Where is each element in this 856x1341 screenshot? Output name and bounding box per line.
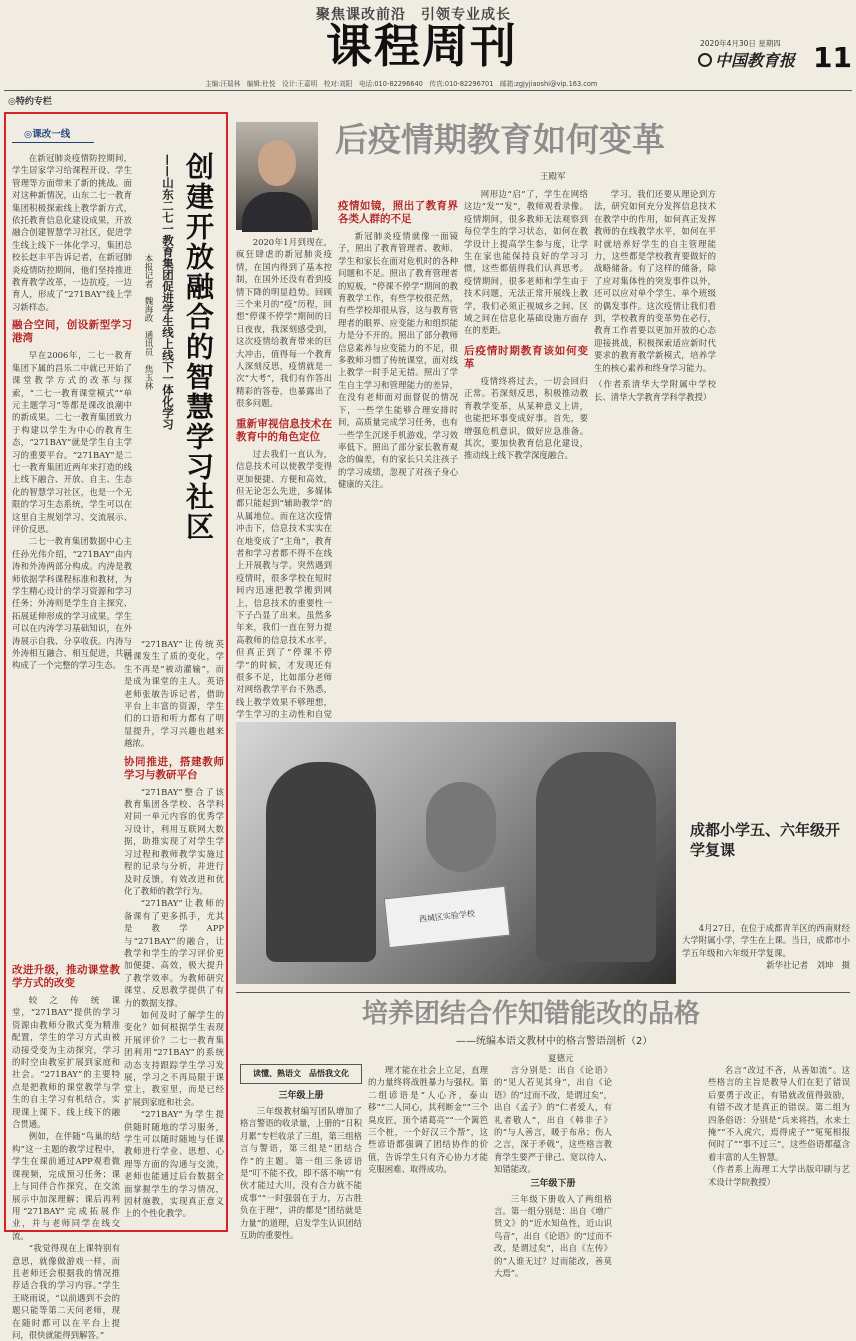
- photo-caption-credit: 新华社记者 刘坤 摄: [766, 960, 850, 971]
- feature-para-8: “271BAY”让教师的备课有了更多抓手，尤其是教学APP与“271BAY”的融合，让教学和学生的学习评价更加便捷、高效，极大提升了教学效率。为教师研究课堂、反思教学提供了有力的数据支撑。: [124, 898, 224, 1008]
- weekday-text: 星期四: [758, 39, 781, 48]
- bottom-subhead: ——统编本语文教材中的格言警语剖析（2）: [456, 1036, 653, 1047]
- main-col2-body: 新冠肺炎疫情就像一面镜子，照出了教育管理者、教师、学生和家长在面对危机时的各种问题和不足。照出了教育管理者的短板，“停课不停学”期间的教育教学工作，有些学校很茫然，有些学校却很从容，这与教育管理者的眼界、应变能力和组织能力是分不开的。照出了部分教师信息素养与应变能力的不足，很多教师习惯了传统课堂，面对线上教学一时手足无措。照出了学生自主学习和管理能力的差异，在没有老师面对面督促的情况下，一些学生能够合理安排时间，高质量完成学习任务，也有一些学生沉迷手机游戏，学习效率低下。照出了部分家长教育观念的偏差，有的家长只关注孩子的学习成绩，忽视了对孩子身心健康的关注。: [338, 231, 458, 490]
- feature-subtitle-1: 融合空间，创设新型学习港湾: [12, 319, 132, 345]
- bottom-col4-sign: （作者系上海理工大学出版印刷与艺术设计学院教授）: [708, 1164, 850, 1187]
- photo-caption: [682, 922, 850, 982]
- main-author: 王殿军: [540, 172, 566, 182]
- classroom-photo: [236, 722, 676, 984]
- paper-name: 中国教育报: [715, 51, 796, 70]
- masthead-rule: [4, 90, 852, 91]
- main-col4-body: 学习。我们还要从理论到方法，研究如何充分发挥信息技术在教学中的作用，如何真正发挥教师的在线教学水平，如何在平时就培养好学生的自主管理能力，这些都是学校教育要做好的战略储备。有了这样的储备，除了应对集体性的突发事件以外，还可以应对单个学生、单个班级的偶发事件。这次疫情让我们看到，学校教育的变革势在必行，教育工作者要以更加开放的心态迎接挑战，积极探索适应新时代要求的教育教学新模式，培养学生的核心素养和终身学习能力。: [594, 189, 716, 373]
- column-tag: ◎课改一线: [24, 129, 71, 140]
- feature-para-7-pre: “271BAY”让传统英语课发生了质的变化，学生不再是“被动灌输”，而是成为课堂的主人。英语老师张敏告诉记者，借助平台上丰富的资源，学生们的口语和听力都有了明显提升，学习兴趣也越来越浓。: [124, 639, 224, 749]
- main-col-3: [464, 188, 588, 716]
- main-subtitle-1: 重新审视信息技术在教育中的角色定位: [236, 417, 332, 443]
- feature-subhead: ——山东二七一教育集团促进学生线上线下一体化学习: [161, 154, 175, 430]
- feature-para-4: 例如，在伴随“鸟巢的结构”这一主题的教学过程中，学生在课前通过APP观看微课视频，完成预习任务；课上与同伴合作探究，在交流展示中加深理解；课后再利用“271BAY”完成拓展作业，并与老师同学在线交流。: [12, 1131, 120, 1241]
- feature-headline: 创建开放融合的智慧学习社区: [182, 152, 215, 542]
- masthead: [0, 0, 856, 92]
- bottom-tag-text: 读懂、熟语文 品悟我文化: [253, 1069, 349, 1078]
- feature-subtitle-2: 改进升级，推动课堂教学方式的改变: [12, 964, 120, 989]
- feature-col-c: [12, 964, 120, 1340]
- feature-para-10: “271BAY”为学生提供随时随地的学习服务，学生可以随时随地与任课教师进行学业、思想、心理等方面的沟通与交流，老师也能通过后台数据全面掌握学生的学习情况，因材施教，实现真正意义上的个性化教学。: [124, 1109, 224, 1219]
- feature-lead: 在新冠肺炎疫情防控期间，学生居家学习给课程开设、学生管理等方面带来了新的挑战。面对这种新情况，山东二七一教育集团积极探索线上教学新方式，依托教育信息化建设成果，开放融合创建智慧学习社区，促进学生线上线下一体化学习，集团总校长赵丰平告诉记者，在新冠肺炎疫情防控期间，他们坚持推进教育教学改革，一边抗疫，一边育人，形成了“271BAY”线上学习新样态。: [12, 153, 132, 312]
- bottom-col3b-body: 三年级下册收入了两组格言。第一组分别是：出自《增广贤文》的“近水知鱼性，近山识鸟音”，出自《论语》的“过而不改，是谓过矣”，出自《左传》的“人谁无过？过而能改，善莫大焉”。: [494, 1193, 612, 1279]
- bottom-col3-body: 言分别是：出自《论语》的“见人若见其身”，出自《论语》的“过而不改，是谓过矣”，出自《孟子》的“仁者爱人，有礼者敬人”，出自《韩非子》的“与人善言，暖于布帛；伤人之言，深于矛戟”，这些格言教育学生要严于律己、宽以待人、知错能改。: [494, 1065, 612, 1175]
- masthead-slogan: 聚焦课改前沿 引领专业成长: [316, 7, 511, 23]
- feature-para-3: 较之传统课堂，“271BAY”提供的学习资源由教师分散式变为精准配置，学生的学习方式由被动接受变为主动探究，学习的时空由教室扩展到家庭和社会。“271BAY”的主要特点是把教师的课堂教学与学生的自主学习有机结合，实现课上课下、线上线下的融合贯通。: [12, 995, 120, 1130]
- masthead-title: 课程周刊: [326, 19, 518, 73]
- bottom-col-3: [494, 1064, 612, 1279]
- portrait-face-shape: [258, 140, 296, 186]
- feature-byline: 本报记者 魏海政 通讯员 焦玉林: [143, 254, 153, 390]
- main-col3-body: 网形边“启”了，学生在网络这边“发”“发”，教师观看录像。疫情期间，很多教师无法观察到每位学生的学习状态，如何在教学设计上提高学生参与度，让学生在家也能保持良好的学习习惯，这些都值得我们认真思考。疫情期间，很多老师和学生由于技术问题，无法正常开展线上教学，我们必须正视城乡之间、区域之间在信息化基础设施方面存在的差距。: [464, 189, 588, 336]
- main-col3-body-2: 疫情终将过去，一切会回归正常。若深刻反思，积极推动教育教学变革，从某种意义上讲，也能把坏事变成好事。首先，要增强危机意识，做好应急准备。其次，要加快教育信息化建设，推动线上线下教学深度融合。: [464, 375, 588, 461]
- photo-sign-text: 西城区实验学校: [418, 909, 476, 924]
- bottom-col-4: [708, 1064, 850, 1230]
- bottom-author: 夏德元: [548, 1054, 574, 1064]
- date-text: 2020年4月30日: [700, 39, 756, 48]
- feature-para-1: 早在2006年，二七一教育集团下属的昌乐二中就已开始了课堂教学方式的改革与探索，“二七一教育课堂模式”“单元主题学习”等都是课改浪潮中的新成果。二七一教育集团致力于构建以学生为中心的教育生态，“271BAY”就是学生自主学习的重要平台。“271BAY”是二七一教育集团近两年来打造的线上线下融合、开放、自主、生态化的智慧学习社区，也是一个无限的学习生态系统，学生可以在这里自主规划学习、交流展示、评价反思。: [12, 350, 132, 534]
- paper-logo: [698, 50, 810, 72]
- main-col1-body: 过去我们一直认为，信息技术可以使教学变得更加便捷、方便和高效，但无论怎么先进，多媒体都只能起到“辅助教学”的从属地位。而在这次疫情冲击下，信息技术实实在在地变成了“主角”，教育者和学习者都不得不在线上开展教与学。突然遇到疫情时，很多学校在短时间内迅速把教学搬到网上，信息技术的重要性一下子凸显了出来。虽然多年来，我们一直在努力提高教师的信息技术水平，但真正到了“停课不停学”的时候，才发现还有很多不足，比如部分老师对网络教学平台不熟悉，线上教学效果不够理想，学生学习的主动性和自觉: [236, 448, 332, 720]
- feature-para-5: “我觉得现在上课特别有意思，就像做游戏一样，而且老师还会根据我的情况推荐适合我的学习内容。”学生王晓雨说，“以前遇到不会的题只能等第二天问老师，现在随时都可以在平台上提问，很快就能得到解答。”: [12, 1243, 120, 1340]
- page-number: 11: [813, 41, 852, 74]
- main-col-2: [338, 188, 458, 716]
- main-subtitle-2: 疫情如镜，照出了教育界各类人群的不足: [338, 200, 458, 225]
- bottom-subtitle-2: 三年级下册: [530, 1178, 576, 1189]
- main-col-5: [722, 188, 850, 716]
- left-feature-box: [4, 112, 228, 1340]
- bottom-tag: [240, 1064, 362, 1084]
- feature-col-b: [124, 638, 224, 1228]
- bottom-headline: 培养团结合作知错能改的品格: [362, 999, 701, 1029]
- bottom-rule: [236, 992, 850, 993]
- main-headline: 后疫情期教育如何变革: [335, 120, 665, 159]
- feature-para-9: 如何及时了解学生的变化？如何根据学生表现开展评价？二七一教育集团利用“271BAY”的系统动态支持跟踪学生学习发展，学习之不再局限于课堂上，教室里，而是已经扩展到家庭和社会。: [124, 1009, 224, 1107]
- bottom-col1-body: 三年级教材编写团队增加了格言警语的收录量，上册的“日积月累”专栏收录了三组，第三组格言与警语，第三组是“团结合作”的主题。第一组三条谚语是“叮不能不孜，即不落不响”“有伙才能过大川，没有合力就不能成事”“一时强弱在于力，万古胜负在于理”，讲的都是“团结就是力量”的道理，启发学生认识团结互助的重要性。: [240, 1106, 362, 1241]
- photo-student-right: [536, 752, 656, 962]
- bottom-col2-body: 理才能在社会上立足，直理的力量终将战胜暴力与强权。第二组谚语是“人心齐，泰山移”“二人同心，其利断金”“三个臭皮匠，顶个诸葛亮”“一个篱笆三个桩，一个好汉三个帮”，这些谚语都强调了团结协作的价值，告诉学生只有齐心协力才能克服困难、取得成功。: [368, 1065, 488, 1175]
- main-subtitle-3: 后疫情时期教育该如何变革: [464, 344, 588, 370]
- bottom-col-2: [368, 1064, 488, 1230]
- bottom-subtitle-1: 三年级上册: [278, 1091, 324, 1101]
- column-tag-rule: [12, 142, 94, 143]
- bottom-col-1: [240, 1090, 362, 1241]
- author-portrait: [236, 122, 318, 230]
- credits-line: 主编:汪瑞林 编辑:杜悦 设计:王嘉明 校对:刘阳 电话:010-82296640 传真:010-82296701 邮箱:zgjyjiaoshi@vip.163.com: [205, 80, 598, 88]
- photo-caption-title: 成都小学五、六年级开学复课: [690, 821, 841, 859]
- main-col4-sign: （作者系清华大学附属中学校长、清华大学教育学科学教授）: [594, 379, 716, 402]
- main-intro: 2020年1月到现在，疯狂肆虐的新冠肺炎疫情，在国内得到了基本控制，在国外还没有看到疫情下降的明显趋势。回顾三个来月的“疫”历程，回想“停课不停学”期间的日日夜夜，我深刻感受到，这次疫情给教育带来的巨大冲击，值得每一个教育人深刻反思，疫情就是一次“大考”，我们有作答出精彩的答卷，也暴露出了很多问题。: [236, 237, 332, 409]
- feature-para-2: 二七一教育集团数据中心主任孙光伟介绍，“271BAY”由内涛和外涛两部分构成。内涛是教师依据学科课程标准和教材，为学生精心设计的学习资源和学习任务；外涛则是学生自主探究、拓展延伸形成的学习成果。学生可以在内涛学习基础知识，在外涛展示自我、分享收获。内涛与外涛相互融合、相互促进，共同构成了一个完整的学习生态。: [12, 536, 132, 671]
- paper-emblem-icon: [698, 53, 712, 67]
- portrait-body-shape: [242, 192, 312, 232]
- feature-subtitle-3: 协同推进，搭建教师学习与教研平台: [124, 755, 224, 781]
- feature-col-a: [12, 152, 132, 960]
- bottom-col4-body: 名言“改过不吝，从善如流”。这些格言的主旨是教导人们在犯了错误后要勇于改正，有错就改值得鼓励，有错不改才是真正的错误。第二组为四条俗语：分别是“兵来将挡，水来土掩”“不入虎穴，焉得虎子”“冤冤相报何时了”“事不过三”，这些俗语都蕴含着丰富的人生智慧。: [708, 1065, 850, 1162]
- issue-date: [700, 38, 810, 49]
- photo-student-mid: [426, 782, 496, 872]
- section-label: ◎特约专栏: [8, 97, 52, 107]
- photo-student-left: [266, 762, 376, 962]
- main-col-4: [594, 188, 716, 716]
- photo-caption-text: 4月27日，在位于成都青羊区的西南财经大学附属小学，学生在上课。当日，成都市小学五年级和六年级开学复课。: [682, 923, 850, 958]
- feature-para-7: “271BAY”整合了该教育集团各学校、各学科对同一单元内容的优秀学习设计，利用互联网大数据，助推实现了对学生学习过程和教师教学实施过程的记录与分析，并进行及时反馈，有效改进和优化了教师的教学行为。: [124, 786, 224, 896]
- photo-sign-board: [384, 886, 511, 948]
- main-col-1: [236, 236, 332, 720]
